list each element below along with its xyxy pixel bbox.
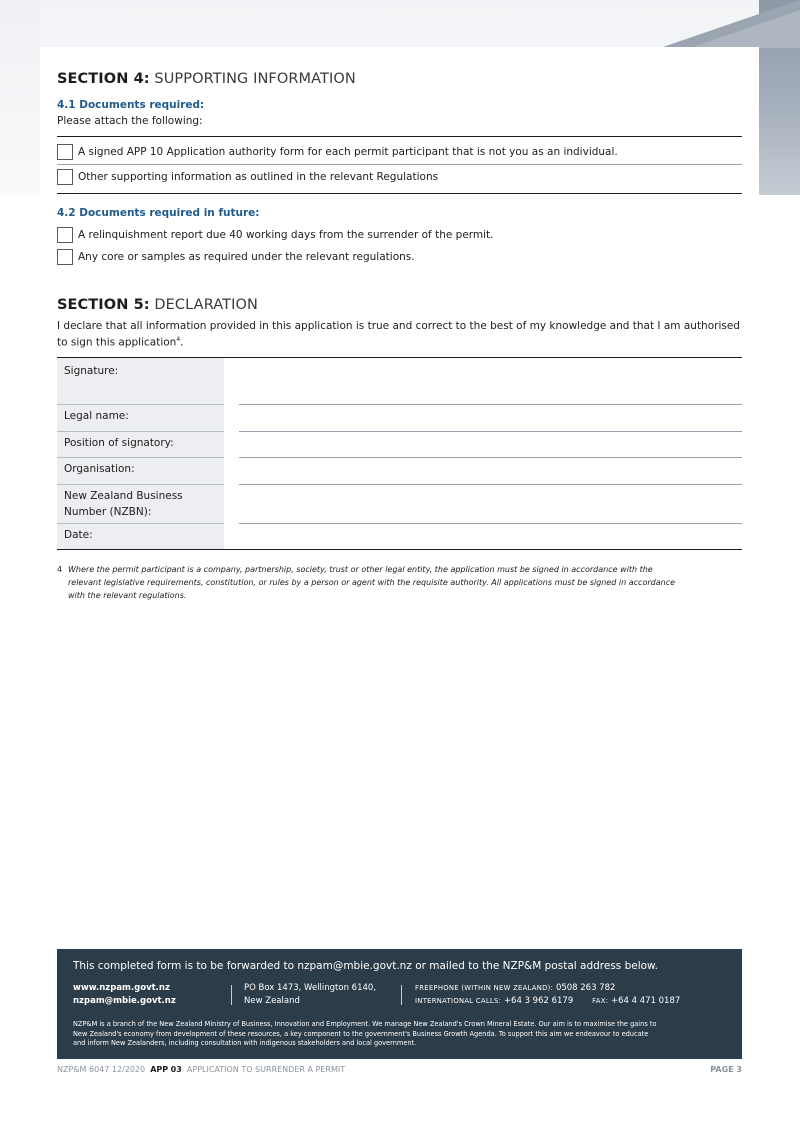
legal-name-field[interactable]	[239, 431, 742, 432]
po-box-line: PO Box 1473, Wellington 6140,	[244, 983, 377, 993]
section-4-1-top-rule	[57, 136, 742, 137]
website-link[interactable]: www.nzpam.govt.nz	[73, 983, 170, 993]
fax-number: +64 4 471 0187	[610, 996, 681, 1006]
section-4-title	[57, 71, 356, 87]
label-divider	[57, 404, 224, 405]
checklist-item	[57, 168, 438, 186]
declaration-statement-text: to sign this application	[57, 336, 177, 349]
declaration-statement-line2	[57, 336, 184, 349]
declaration-statement-line1: I declare that all information provided in this application is true and correct to the best of my knowledge and that I am authorised	[57, 320, 740, 332]
section-5-heading: DECLARATION	[154, 297, 258, 313]
column-divider	[231, 985, 232, 1005]
declaration-label-column	[57, 358, 224, 549]
declaration-bottom-rule	[57, 549, 742, 550]
position-label: Position of signatory:	[64, 437, 174, 449]
date-label: Date:	[64, 529, 93, 541]
checklist-item	[57, 226, 494, 244]
checklist-item	[57, 143, 618, 161]
country-line: New Zealand	[244, 996, 300, 1006]
declaration-statement-end: .	[180, 336, 184, 349]
section-4-1-bottom-rule	[57, 193, 742, 194]
subsection-4-2-heading: 4.2 Documents required in future:	[57, 207, 260, 219]
phone-column	[415, 982, 680, 1008]
document-title: APPLICATION TO SURRENDER A PERMIT	[186, 1065, 346, 1074]
checkbox-label: A relinquishment report due 40 working days from the surrender of the permit.	[78, 229, 494, 241]
checkbox-label: Any core or samples as required under the relevant regulations.	[78, 251, 415, 263]
footnote-text-line2: relevant legislative requirements, constitution, or rules by a person or agent with the requisite authority. All applications must be signed in accordance	[68, 578, 676, 587]
international-number: +64 3 962 6179	[503, 996, 574, 1006]
footnote-number: 4	[57, 565, 63, 574]
form-code: NZP&M 6047 12/2020	[57, 1065, 146, 1074]
row-divider	[57, 164, 742, 165]
checkbox-label: A signed APP 10 Application authority form for each permit participant that is not you as an individual.	[78, 146, 618, 158]
label-divider	[57, 523, 224, 524]
email-link[interactable]: nzpam@mbie.govt.nz	[73, 996, 176, 1006]
checkbox-core-samples[interactable]	[57, 249, 73, 265]
position-field[interactable]	[239, 457, 742, 458]
checkbox-app10-form[interactable]	[57, 144, 73, 160]
international-label: INTERNATIONAL CALLS:	[415, 997, 502, 1005]
section-4-heading: SUPPORTING INFORMATION	[154, 71, 356, 87]
corner-decoration	[0, 0, 800, 48]
label-divider	[57, 431, 224, 432]
footnote-text-line1: Where the permit participant is a company, partnership, society, trust or other legal entity, the application must be signed in accordance with the	[68, 565, 653, 574]
app-number: 03	[170, 1065, 182, 1074]
fax-label: FAX:	[592, 997, 609, 1005]
contact-footer-box	[57, 949, 742, 1059]
freephone-label: FREEPHONE (WITHIN NEW ZEALAND):	[415, 984, 554, 992]
about-nzpm	[73, 1020, 728, 1049]
label-divider	[57, 484, 224, 485]
footnote-reference: 4	[176, 336, 181, 343]
checkbox-supporting-info[interactable]	[57, 169, 73, 185]
checkbox-relinquishment-report[interactable]	[57, 227, 73, 243]
about-line: New Zealand's economy from development of these resources, a key component to the government's Business Growth Agenda. To support this aim we endeavour to educate	[73, 1029, 649, 1038]
legal-name-label: Legal name:	[64, 410, 129, 422]
footnote-text-line3: with the relevant regulations.	[68, 591, 187, 600]
nzbn-label-line2: Number (NZBN):	[64, 506, 152, 518]
attach-intro: Please attach the following:	[57, 115, 203, 127]
section-5-title	[57, 297, 258, 313]
postal-address-column	[244, 982, 376, 1008]
organisation-label: Organisation:	[64, 463, 135, 475]
document-reference	[57, 1065, 345, 1074]
footnote	[57, 563, 717, 602]
checkbox-label: Other supporting information as outlined in the relevant Regulations	[78, 171, 439, 183]
app-label: APP	[150, 1065, 169, 1074]
nzbn-field[interactable]	[239, 523, 742, 524]
signature-label: Signature:	[64, 365, 119, 377]
organisation-field[interactable]	[239, 484, 742, 485]
about-line: and inform New Zealanders, including consultation with indigenous stakeholders and local government.	[73, 1039, 417, 1047]
web-contact-column	[73, 982, 176, 1008]
section-5-number: SECTION 5:	[57, 297, 150, 313]
about-line: NZP&M is a branch of the New Zealand Ministry of Business, Innovation and Employment. We manage New Zealand's Crown Mineral Estate. Our aim is to maximise the gains to	[73, 1020, 657, 1028]
column-divider	[401, 985, 402, 1005]
page-footer	[57, 1065, 742, 1077]
page-number: PAGE 3	[710, 1065, 742, 1074]
forwarding-instructions: This completed form is to be forwarded to nzpam@mbie.govt.nz or mailed to the NZP&M postal address below.	[73, 960, 659, 972]
checklist-item	[57, 248, 415, 266]
subsection-4-1-heading: 4.1 Documents required:	[57, 99, 205, 111]
signature-field[interactable]	[239, 404, 742, 405]
nzbn-label-line1: New Zealand Business	[64, 490, 183, 502]
section-4-number: SECTION 4:	[57, 71, 150, 87]
freephone-number: 0508 263 782	[555, 983, 616, 993]
label-divider	[57, 457, 224, 458]
